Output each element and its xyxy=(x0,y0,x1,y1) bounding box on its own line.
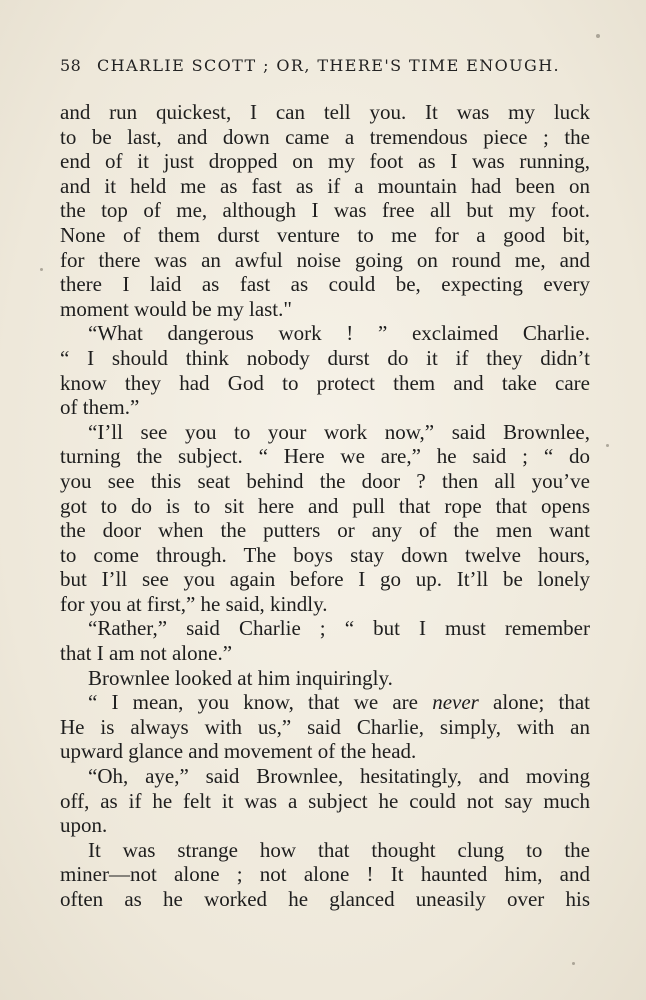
text-line: “ I mean, you know, that we are never alone; that xyxy=(88,690,590,715)
text-line: Brownlee looked at him inquiringly. xyxy=(88,665,393,690)
text-line: He is always with us,” said Charlie, simply, with an xyxy=(60,714,590,739)
text-line: upward glance and movement of the head. xyxy=(60,739,417,764)
text-line: of them.” xyxy=(60,395,140,420)
text-line: upon. xyxy=(60,813,108,838)
text-line: for you at first,” he said, kindly. xyxy=(60,591,328,616)
running-title: CHARLIE SCOTT ; OR, THERE'S TIME ENOUGH. xyxy=(96,56,561,75)
text-line: “I’ll see you to your work now,” said Brownlee, xyxy=(88,419,590,444)
paper-speck xyxy=(596,34,600,38)
text-line: you see this seat behind the door ? then all you’ve xyxy=(60,468,590,493)
paper-speck xyxy=(572,962,575,965)
text-line: It was strange how that thought clung to the xyxy=(88,837,590,862)
text-line: “Rather,” said Charlie ; “ but I must remember xyxy=(88,616,590,641)
page-number: 58 xyxy=(60,56,82,75)
text-line: miner—not alone ; not alone ! It haunted him, and xyxy=(60,862,590,887)
text-line: often as he worked he glanced uneasily over his xyxy=(60,887,590,911)
text-line: to be last, and down came a tremendous piece ; the xyxy=(60,124,590,149)
text-line: the door when the putters or any of the men want xyxy=(60,518,590,543)
text-line: know they had God to protect them and take care xyxy=(60,370,590,395)
text-line: “What dangerous work ! ” exclaimed Charlie. xyxy=(88,321,590,346)
text-line: end of it just dropped on my foot as I was running, xyxy=(60,149,590,174)
text-line: got to do is to sit here and pull that rope that opens xyxy=(60,493,590,518)
text-line: off, as if he felt it was a subject he could not say much xyxy=(60,788,590,813)
text-line: turning the subject. “ Here we are,” he said ; “ do xyxy=(60,444,590,469)
text-line: None of them durst venture to me for a good bit, xyxy=(60,222,590,247)
text-line: that I am not alone.” xyxy=(60,641,233,666)
text-line: “ I should think nobody durst do it if they didn’t xyxy=(60,345,590,370)
paper-speck xyxy=(606,444,609,447)
paper-speck xyxy=(40,268,43,271)
text-line: moment would be my last." xyxy=(60,296,292,321)
running-header xyxy=(60,56,580,75)
text-line: and run quickest, I can tell you. It was my luck xyxy=(60,100,590,124)
text-line: there I laid as fast as could be, expecting every xyxy=(60,272,590,297)
text-line: to come through. The boys stay down twelve hours, xyxy=(60,542,590,567)
emphasis-word: never xyxy=(432,690,479,715)
text-line: and it held me as fast as if a mountain had been on xyxy=(60,173,590,198)
body-text xyxy=(60,100,590,912)
text-line: but I’ll see you again before I go up. It’ll be lonely xyxy=(60,567,590,592)
text-line: “Oh, aye,” said Brownlee, hesitatingly, and moving xyxy=(88,764,590,789)
text-line: the top of me, although I was free all but my foot. xyxy=(60,198,590,223)
text-line: for there was an awful noise going on round me, and xyxy=(60,247,590,272)
